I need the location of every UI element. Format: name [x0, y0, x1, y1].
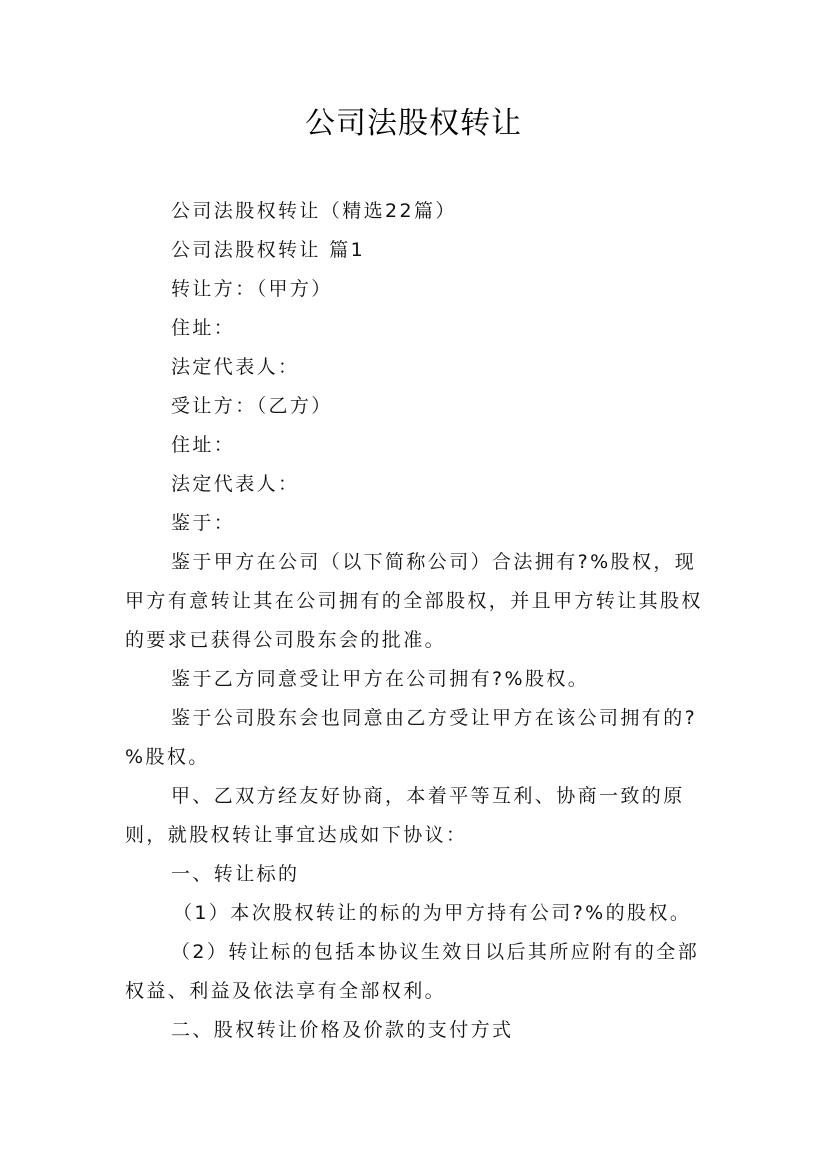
- paragraph-clause-2: （2）转让标的包括本协议生效日以后其所应附有的全部权益、利益及依法享有全部权利。: [125, 941, 700, 1002]
- paragraph-address: 住址：: [171, 317, 236, 339]
- paragraph-legal-rep: 法定代表人：: [171, 356, 300, 378]
- paragraph-agreement-intro: 甲、乙双方经友好协商，本着平等互利、协商一致的原则，就股权转让事宜达成如下协议：: [125, 785, 685, 846]
- paragraph-subtitle: 公司法股权转让（精选22篇）: [171, 200, 457, 222]
- paragraph-whereas-2: 鉴于乙方同意受让甲方在公司拥有?%股权。: [171, 668, 590, 690]
- document-body: [125, 192, 715, 1050]
- paragraph-whereas-3: 鉴于公司股东会也同意由乙方受让甲方在该公司拥有的?%股权。: [125, 707, 698, 768]
- paragraph-section-2-heading: 二、股权转让价格及价款的支付方式: [171, 1019, 514, 1041]
- paragraph-whereas: 鉴于：: [171, 512, 236, 534]
- paragraph-address: 住址：: [171, 434, 236, 456]
- paragraph-transferee: 受让方：（乙方）: [171, 395, 333, 417]
- paragraph-section-1-heading: 一、转让标的: [171, 863, 300, 885]
- paragraph-section-heading: 公司法股权转让 篇1: [171, 239, 366, 261]
- paragraph-whereas-1: 鉴于甲方在公司（以下简称公司）合法拥有?%股权，现甲方有意转让其在公司拥有的全部股权，并且甲方转让其股权的要求已获得公司股东会的批准。: [125, 551, 703, 651]
- paragraph-clause-1: （1）本次股权转让的标的为甲方持有公司?%的股权。: [173, 902, 692, 924]
- paragraph-legal-rep: 法定代表人：: [171, 473, 300, 495]
- document-title: 公司法股权转让: [305, 106, 522, 141]
- paragraph-transferor: 转让方：（甲方）: [171, 278, 333, 300]
